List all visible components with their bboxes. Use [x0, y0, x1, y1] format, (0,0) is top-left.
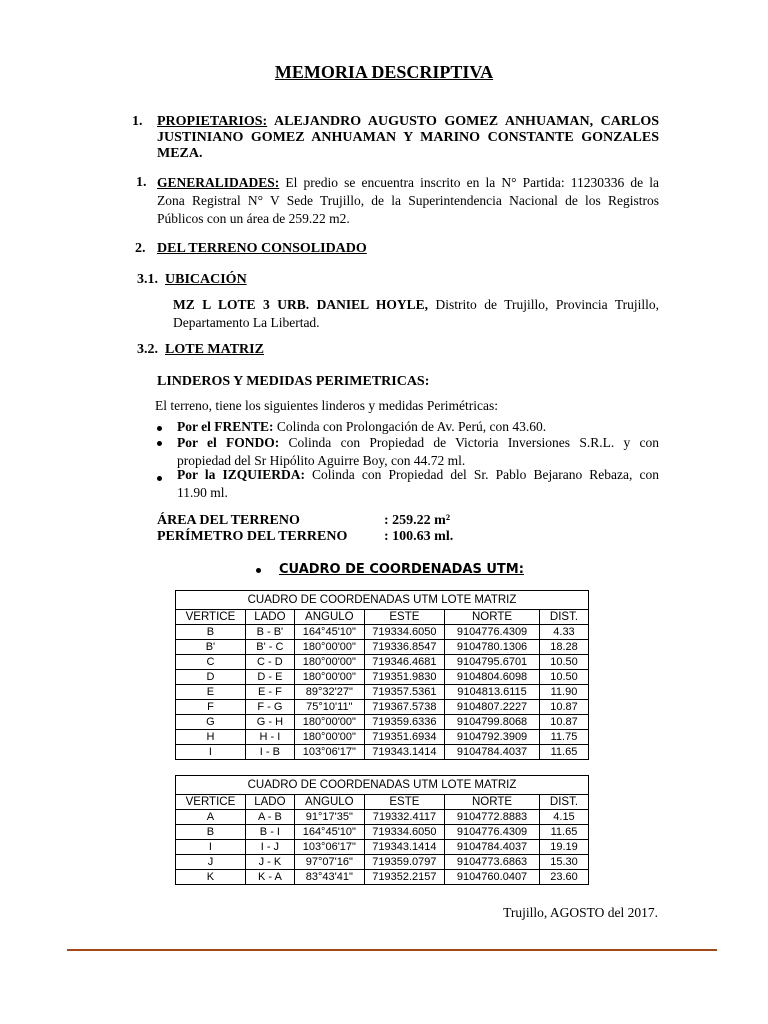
table-cell: A - B — [245, 810, 294, 825]
table-cell: 10.87 — [539, 715, 588, 730]
boundary-front-text: Colinda con Prolongación de Av. Perú, con 43.60. — [273, 419, 547, 434]
table-cell: 9104776.4309 — [445, 625, 540, 640]
table-cell: 103°06'17" — [294, 840, 364, 855]
table-cell: 719334.6050 — [364, 625, 444, 640]
table-cell: C — [176, 655, 246, 670]
table-row — [176, 655, 589, 670]
table-header: DIST. — [539, 795, 588, 810]
table-cell: H - I — [245, 730, 294, 745]
table-cell: 164°45'10" — [294, 625, 364, 640]
table-cell: 719336.8547 — [364, 640, 444, 655]
boundary-front-label: Por el FRENTE: — [177, 419, 274, 434]
table-cell: G - H — [245, 715, 294, 730]
table-cell: 180°00'00" — [294, 715, 364, 730]
owners-line2: JUSTINIANO GOMEZ ANHUAMAN Y MARINO CONSTANTE GONZALES — [157, 130, 659, 145]
table-cell: B - I — [245, 825, 294, 840]
table-cell: G — [176, 715, 246, 730]
table-cell: 719357.5361 — [364, 685, 444, 700]
perimeter-label: PERÍMETRO DEL TERRENO — [157, 529, 348, 544]
location-lot: MZ L LOTE 3 URB. DANIEL HOYLE, — [173, 297, 428, 312]
signature-date: Trujillo, AGOSTO del 2017. — [503, 905, 658, 920]
terrain-heading: DEL TERRENO CONSOLIDADO — [157, 241, 367, 256]
table-cell: B — [176, 825, 246, 840]
table-cell: 9104773.6863 — [445, 855, 540, 870]
boundary-left — [177, 466, 659, 502]
table-header: VERTICE — [176, 610, 246, 625]
general-line3: Públicos con un área de 259.22 m2. — [157, 211, 350, 226]
table-cell: 9104784.4037 — [445, 840, 540, 855]
table-cell: K - A — [245, 870, 294, 885]
table-cell: 11.65 — [539, 825, 588, 840]
table-cell: 180°00'00" — [294, 655, 364, 670]
table-cell: D - E — [245, 670, 294, 685]
table-cell: 719367.5738 — [364, 700, 444, 715]
table-row — [176, 810, 589, 825]
owners-paragraph — [157, 114, 659, 162]
table-cell: E - F — [245, 685, 294, 700]
table-header: NORTE — [445, 610, 540, 625]
table-cell: D — [176, 670, 246, 685]
table-cell: 9104804.6098 — [445, 670, 540, 685]
table-cell: 719332.4117 — [364, 810, 444, 825]
general-paragraph — [157, 174, 659, 228]
section-number: 1. — [132, 114, 143, 129]
table-header: ESTE — [364, 795, 444, 810]
table-cell: 9104772.8883 — [445, 810, 540, 825]
boundary-left-label: Por la IZQUIERDA: — [177, 467, 305, 482]
table-cell: 15.30 — [539, 855, 588, 870]
page-title: MEMORIA DESCRIPTIVA — [274, 62, 494, 82]
table-cell: 83°43'41" — [294, 870, 364, 885]
table-header: VERTICE — [176, 795, 246, 810]
table-row — [176, 825, 589, 840]
location-paragraph — [173, 296, 659, 332]
table-cell: B' - C — [245, 640, 294, 655]
table-cell: 164°45'10" — [294, 825, 364, 840]
table-cell: 719343.1414 — [364, 745, 444, 760]
general-label: GENERALIDADES: — [157, 175, 280, 190]
boundary-back-line2: propiedad del Sr Hipólito Aguirre Boy, con 44.72 ml. — [177, 453, 466, 468]
table-row — [176, 840, 589, 855]
table-row — [176, 855, 589, 870]
table-row — [176, 670, 589, 685]
table-header: LADO — [245, 610, 294, 625]
table-header: ESTE — [364, 610, 444, 625]
table-cell: 10.50 — [539, 670, 588, 685]
bullet-icon — [157, 476, 162, 481]
table-cell: 9104784.4037 — [445, 745, 540, 760]
table-cell: 75°10'11" — [294, 700, 364, 715]
table-header: LADO — [245, 795, 294, 810]
table-cell: 180°00'00" — [294, 730, 364, 745]
boundary-left-text: Colinda con Propiedad del Sr. Pablo Bejarano Rebaza, con — [304, 467, 659, 482]
table-row — [176, 730, 589, 745]
table-cell: 180°00'00" — [294, 670, 364, 685]
bullet-icon — [256, 568, 261, 573]
table-cell: 4.33 — [539, 625, 588, 640]
table-cell: A — [176, 810, 246, 825]
table-cell: 719351.9830 — [364, 670, 444, 685]
table-header: NORTE — [445, 795, 540, 810]
table-cell: 19.19 — [539, 840, 588, 855]
section-number: 3.1. — [137, 272, 158, 287]
table-cell: F — [176, 700, 246, 715]
table-cell: 9104799.8068 — [445, 715, 540, 730]
table-header: DIST. — [539, 610, 588, 625]
table-cell: 719359.0797 — [364, 855, 444, 870]
footer-divider — [67, 949, 717, 951]
table-cell: I — [176, 745, 246, 760]
boundary-back-text: Colinda con Propiedad de Victoria Inversiones S.R.L. y con — [279, 435, 659, 450]
table-caption: CUADRO DE COORDENADAS UTM LOTE MATRIZ — [176, 591, 589, 610]
location-text: Distrito de Trujillo, Provincia Trujillo, — [428, 297, 659, 312]
table-cell: 719343.1414 — [364, 840, 444, 855]
table-cell: 719351.6934 — [364, 730, 444, 745]
location-line2: Departamento La Libertad. — [173, 315, 320, 330]
coordinates-table-2 — [175, 775, 589, 885]
table-cell: 719359.6336 — [364, 715, 444, 730]
table-cell: 9104795.6701 — [445, 655, 540, 670]
table-cell: 23.60 — [539, 870, 588, 885]
owners-line1: ALEJANDRO AUGUSTO GOMEZ ANHUAMAN, CARLOS — [273, 114, 659, 129]
table-cell: E — [176, 685, 246, 700]
table-cell: 9104760.0407 — [445, 870, 540, 885]
table-cell: 10.87 — [539, 700, 588, 715]
table-cell: 97°07'16" — [294, 855, 364, 870]
table-cell: 719346.4681 — [364, 655, 444, 670]
table-cell: 9104780.1306 — [445, 640, 540, 655]
table-cell: 4.15 — [539, 810, 588, 825]
table-cell: 719334.6050 — [364, 825, 444, 840]
table-cell: 11.90 — [539, 685, 588, 700]
bullet-icon — [157, 441, 162, 446]
coordinates-table-1 — [175, 590, 589, 760]
table-row — [176, 700, 589, 715]
table-cell: J - K — [245, 855, 294, 870]
owners-line3: MEZA. — [157, 146, 203, 161]
general-line2: Zona Registral N° V Sede Trujillo, de la Superintendencia Nacional de los Registros — [157, 193, 659, 208]
table-cell: F - G — [245, 700, 294, 715]
table-cell: C - D — [245, 655, 294, 670]
section-number: 2. — [135, 241, 146, 256]
table-cell: 9104792.3909 — [445, 730, 540, 745]
bullet-icon — [157, 426, 162, 431]
boundary-back-label: Por el FONDO: — [177, 435, 280, 450]
table-cell: 103°06'17" — [294, 745, 364, 760]
general-line1: El predio se encuentra inscrito en la N° Partida: 11230336 de la — [279, 175, 659, 190]
table-cell: 180°00'00" — [294, 640, 364, 655]
table-cell: 9104813.6115 — [445, 685, 540, 700]
table-row — [176, 640, 589, 655]
lot-heading: LOTE MATRIZ — [165, 342, 264, 357]
table-cell: B — [176, 625, 246, 640]
table-cell: I — [176, 840, 246, 855]
perimeter-value: : 100.63 ml. — [384, 529, 454, 544]
table-cell: I - J — [245, 840, 294, 855]
table-row — [176, 745, 589, 760]
table-cell: B - B' — [245, 625, 294, 640]
section-number: 1. — [136, 175, 147, 190]
table-cell: 10.50 — [539, 655, 588, 670]
area-label: ÁREA DEL TERRENO — [157, 513, 300, 528]
section-number: 3.2. — [137, 342, 158, 357]
table-cell: 18.28 — [539, 640, 588, 655]
table-cell: 719352.2157 — [364, 870, 444, 885]
table-cell: B' — [176, 640, 246, 655]
table-caption: CUADRO DE COORDENADAS UTM LOTE MATRIZ — [176, 776, 589, 795]
table-cell: I - B — [245, 745, 294, 760]
owners-label: PROPIETARIOS: — [157, 114, 268, 129]
table-row — [176, 625, 589, 640]
table-cell: K — [176, 870, 246, 885]
table-row — [176, 870, 589, 885]
boundary-back — [177, 434, 659, 470]
boundary-left-line2: 11.90 ml. — [177, 485, 228, 500]
table-cell: 11.75 — [539, 730, 588, 745]
area-value: : 259.22 m² — [384, 513, 451, 528]
location-heading: UBICACIÓN — [165, 272, 247, 287]
table-cell: J — [176, 855, 246, 870]
table-header: ANGULO — [294, 610, 364, 625]
table-cell: 91°17'35" — [294, 810, 364, 825]
table-cell: 11.65 — [539, 745, 588, 760]
table-cell: 9104776.4309 — [445, 825, 540, 840]
table-cell: 9104807.2227 — [445, 700, 540, 715]
table-header: ANGULO — [294, 795, 364, 810]
table-row — [176, 715, 589, 730]
boundaries-intro: El terreno, tiene los siguientes linderos y medidas Perimétricas: — [155, 398, 499, 413]
table-cell: H — [176, 730, 246, 745]
boundaries-heading: LINDEROS Y MEDIDAS PERIMETRICAS: — [157, 374, 430, 389]
table-row — [176, 685, 589, 700]
coordinates-heading: CUADRO DE COORDENADAS UTM: — [279, 562, 524, 577]
table-cell: 89°32'27" — [294, 685, 364, 700]
